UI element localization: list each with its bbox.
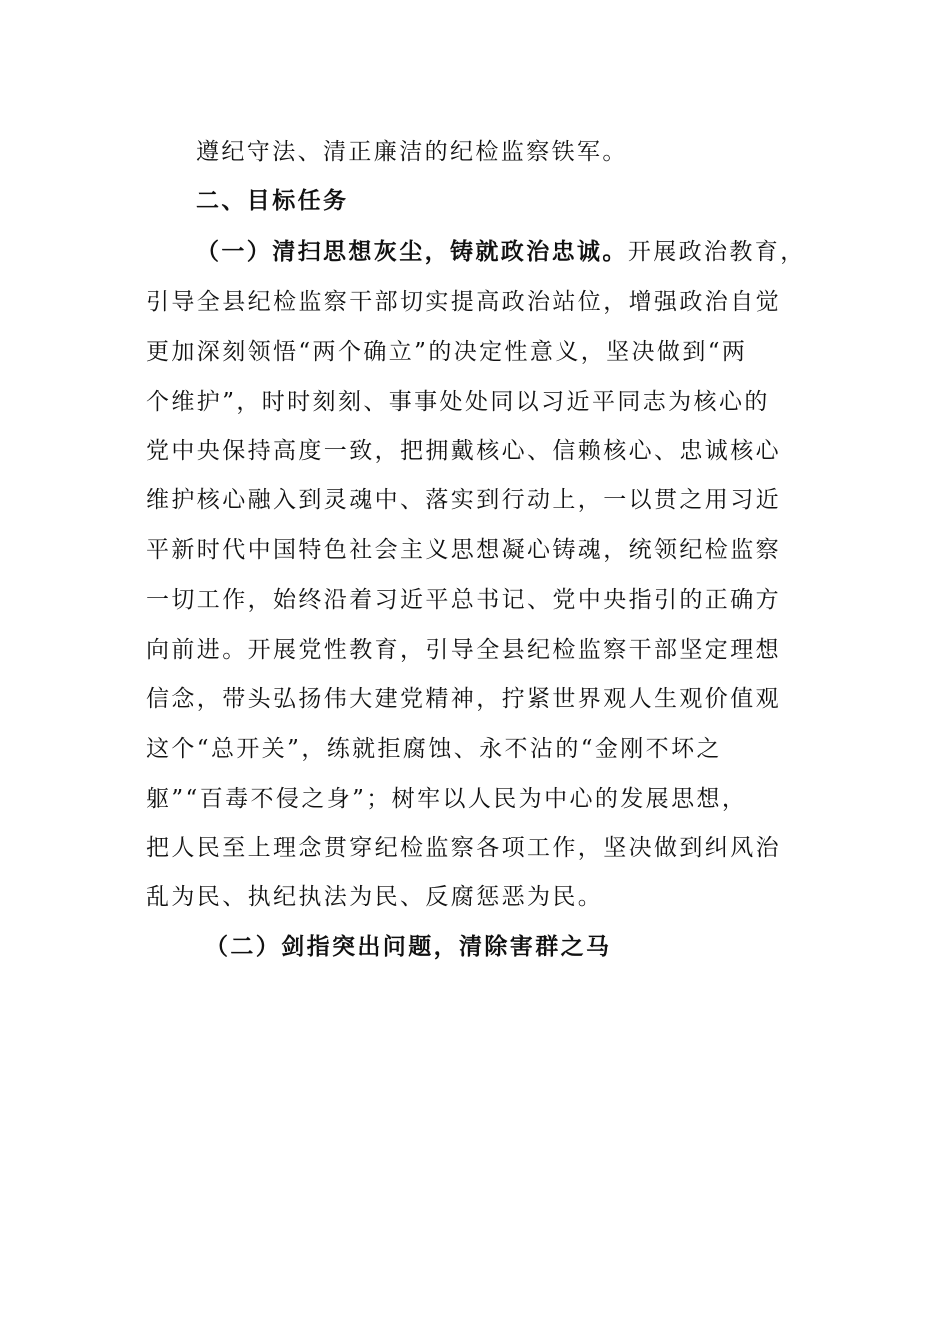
paragraph-line: 党中央保持高度一致，把拥戴核心、信赖核心、忠诚核心 [146,438,781,464]
paragraph-line: 平新时代中国特色社会主义思想凝心铸魂，统领纪检监察 [146,537,781,563]
paragraph-line: 更加深刻领悟“两个确立”的决定性意义，坚决做到“两 [146,339,748,365]
section-heading: 二、目标任务 [196,188,349,214]
paragraph-line: 乱为民、执纪执法为民、反腐惩恶为民。 [146,884,604,910]
subsection-heading-2: （二）剑指突出问题，清除害群之马 [205,934,612,960]
paragraph-line: 向前进。开展党性教育，引导全县纪检监察干部坚定理想 [146,637,781,663]
paragraph-line: 遵纪守法、清正廉洁的纪检监察铁军。 [196,139,628,165]
paragraph-line: 这个“总开关”，练就拒腐蚀、永不沾的“金刚不坏之 [146,736,722,762]
paragraph-line: 躯”“百毒不侵之身”；树牢以人民为中心的发展思想， [146,786,748,812]
paragraph-line: 维护核心融入到灵魂中、落实到行动上，一以贯之用习近 [146,487,781,513]
subsection-heading-1: （一）清扫思想灰尘，铸就政治忠诚。 [196,239,628,265]
paragraph-line: 引导全县纪检监察干部切实提高政治站位，增强政治自觉 [146,289,781,315]
subsection-line [196,237,876,267]
paragraph-line: 信念，带头弘扬伟大建党精神，拧紧世界观人生观价值观 [146,686,781,712]
paragraph-line: 个维护”，时时刻刻、事事处处同以习近平同志为核心的 [146,389,770,415]
paragraph-text: 开展政治教育， [627,239,806,265]
paragraph-line: 一切工作，始终沿着习近平总书记、党中央指引的正确方 [146,587,781,613]
paragraph-line: 把人民至上理念贯穿纪检监察各项工作，坚决做到纠风治 [146,835,781,861]
